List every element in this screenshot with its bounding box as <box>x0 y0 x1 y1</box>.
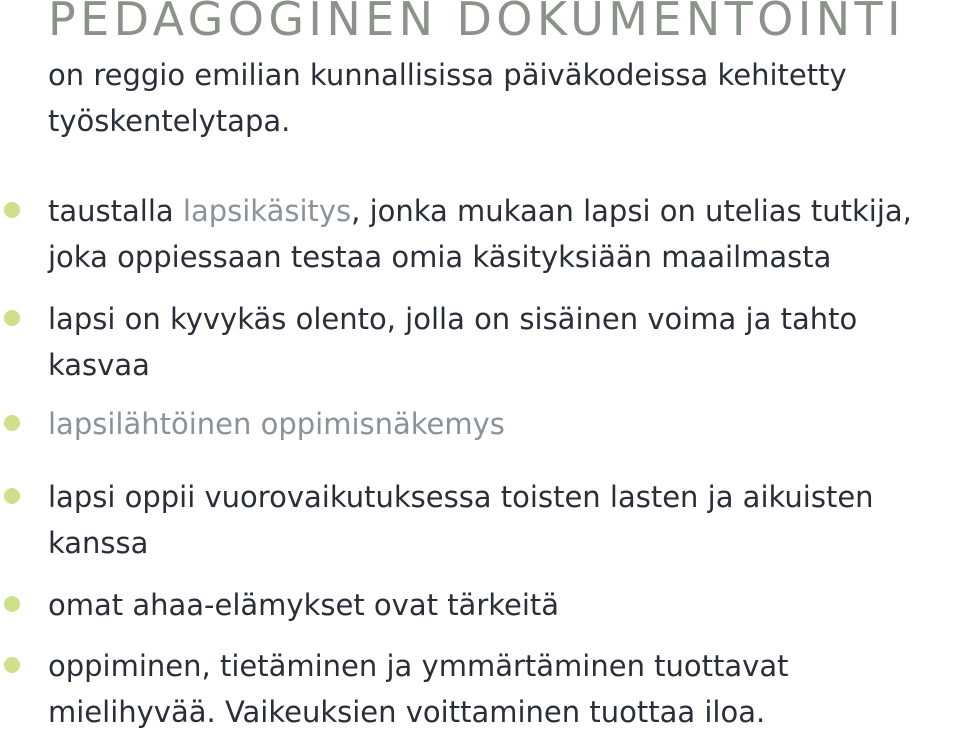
bullet-item-1 <box>48 188 938 280</box>
bullet-dot-icon <box>4 657 20 673</box>
bullet-dot-icon <box>4 596 20 612</box>
bullet-dot-icon <box>4 415 20 431</box>
page-title: PEDAGOGINEN DOKUMENTOINTI <box>48 0 905 46</box>
bullet-item-6 <box>48 643 938 735</box>
intro-text: on reggio emilian kunnallisissa päiväkodeissa kehitetty työskentelytapa. <box>48 58 847 138</box>
bullet-item-2 <box>48 296 938 388</box>
bullet-dot-icon <box>4 202 20 218</box>
bullet-1-highlight: lapsikäsitys <box>182 194 352 228</box>
bullet-4-text: lapsi oppii vuorovaikutuksessa toisten lasten ja aikuisten kanssa <box>48 480 874 560</box>
bullet-5-text: omat ahaa-elämykset ovat tärkeitä <box>48 588 560 622</box>
bullet-2-text: lapsi on kyvykäs olento, jolla on sisäinen voima ja tahto kasvaa <box>48 302 858 382</box>
bullet-dot-icon <box>4 310 20 326</box>
bullet-item-3 <box>48 401 938 447</box>
bullet-6-text: oppiminen, tietäminen ja ymmärtäminen tuottavat mielihyvää. Vaikeuksien voittaminen tuottaa iloa. <box>48 649 789 729</box>
bullet-3-text: lapsilähtöinen oppimisnäkemys <box>48 407 505 441</box>
bullet-item-4 <box>48 474 938 566</box>
bullet-1-post: , jonka mukaan lapsi on utelias tutkija, joka oppiessaan testaa omia käsityksiään maailmasta <box>48 194 912 274</box>
bullet-dot-icon <box>4 488 20 504</box>
bullet-1-pre: taustalla <box>48 194 183 228</box>
bullet-item-5 <box>48 582 938 628</box>
